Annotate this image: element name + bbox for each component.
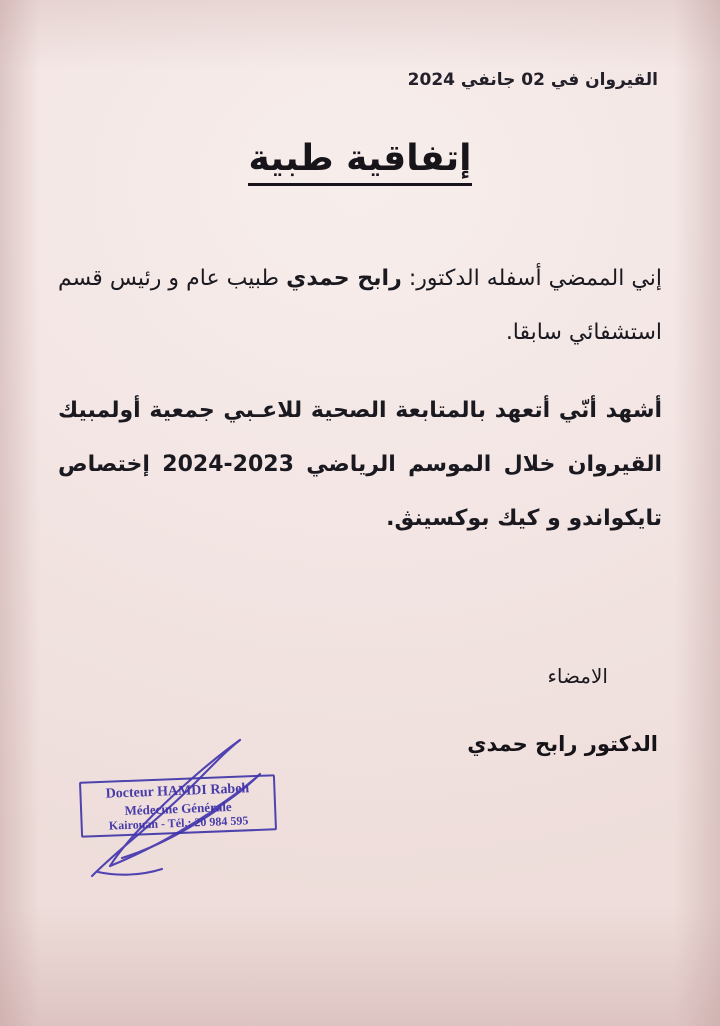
commitment-disciplines: إختصاص تايكواندو و كيك	[58, 451, 662, 531]
paper-shading-top	[0, 0, 720, 70]
paragraph-commitment	[58, 384, 662, 546]
commitment-lead: أشهد أنّي أتعهد بالمتابعة الصحية للاعـبي	[214, 397, 662, 423]
club-name: جمعية أولمبيك القيروان	[58, 397, 662, 477]
declaration-lead: إني الممضي أسفله الدكتور:	[401, 266, 662, 291]
signature-label: الامضاء	[547, 664, 608, 688]
signatory-name: الدكتور رابح حمدي	[467, 732, 658, 756]
paper-shading-bottom	[0, 906, 720, 1026]
stamp-line-specialty: Médecine Générale	[124, 798, 232, 818]
paragraph-declaration	[58, 252, 662, 360]
page-title	[0, 138, 720, 186]
document-body	[58, 252, 662, 561]
stamp-line-contact: Kairouan - Tél.: 20 984 595	[108, 813, 249, 833]
commitment-line3: بوكسينڨ.	[386, 505, 490, 531]
stamp-line-name: Docteur HAMDI Rabeh	[105, 781, 250, 802]
doctor-name: رابح حمدي	[286, 266, 402, 291]
declaration-line2: استشفائي سابقا.	[505, 319, 662, 345]
commitment-season-lead: خلال الموسم الرياضي	[293, 451, 556, 477]
declaration-rest: طبيب عام و رئيس قسم	[58, 266, 287, 291]
season-value: 2023-2024	[162, 451, 294, 477]
page-title-text: إتفاقية طبية	[248, 138, 471, 186]
date-line: القيروان في 02 جانفي 2024	[407, 70, 658, 90]
doctor-stamp	[79, 774, 277, 837]
